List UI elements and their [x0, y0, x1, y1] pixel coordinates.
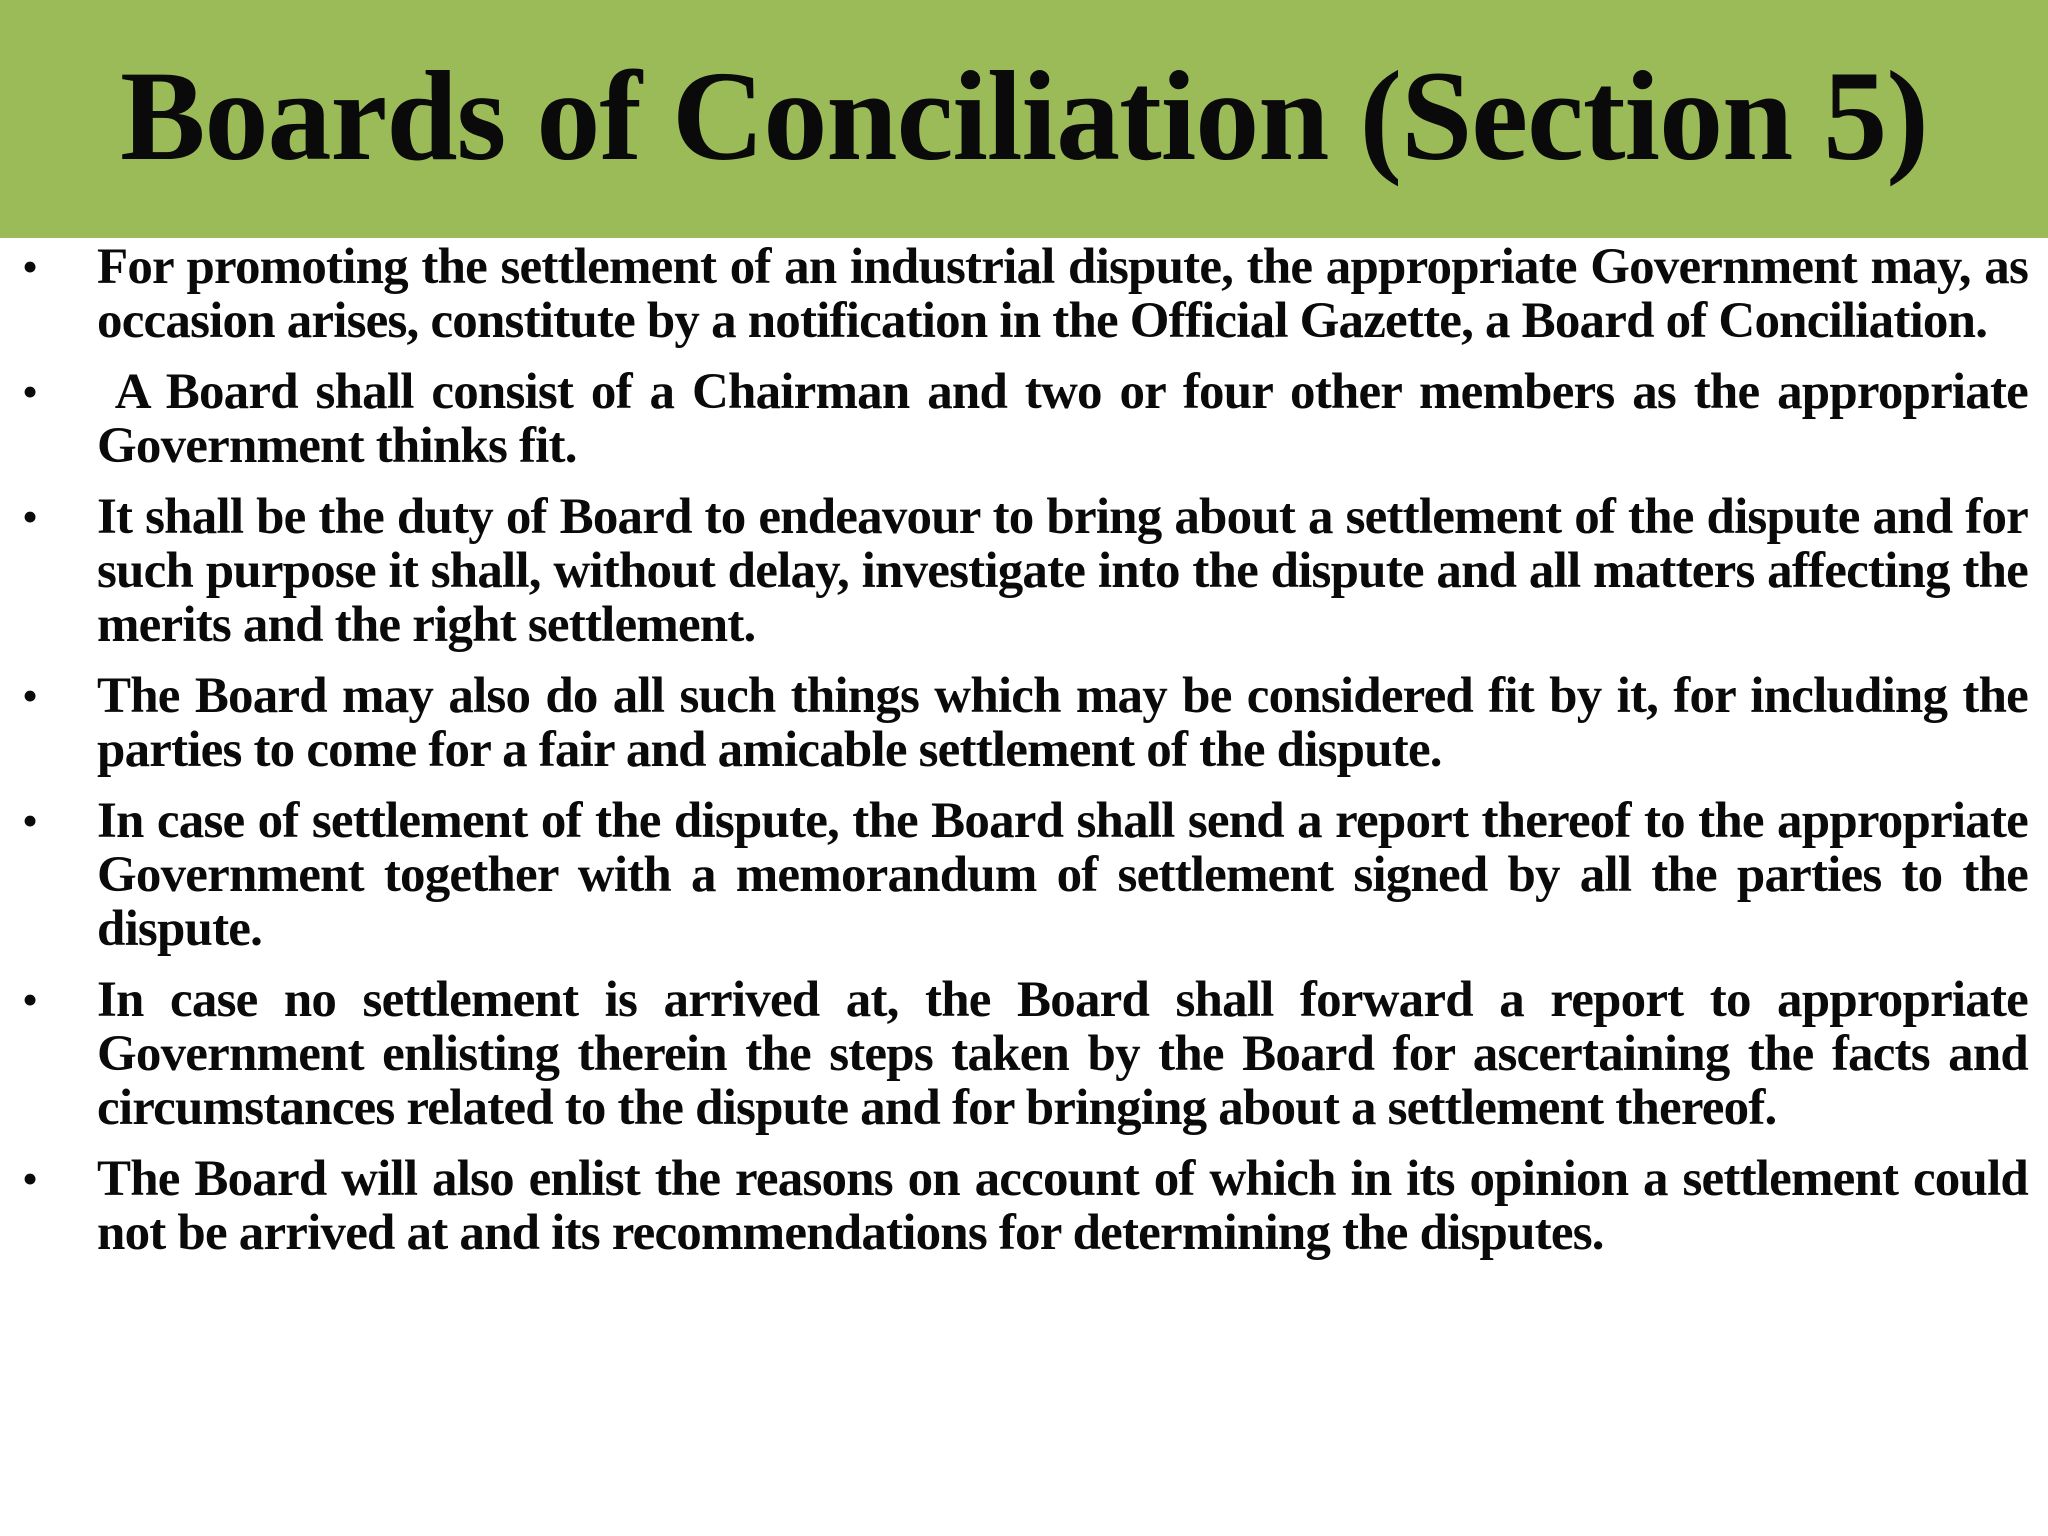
bullet-icon: •: [22, 670, 39, 721]
bullet-text: In case of settlement of the dispute, the Board shall send a report thereof to the appropriate Government together with a memorandum of settlement signed by all the parties to the dispute.: [97, 793, 2028, 957]
bullet-icon: •: [22, 241, 39, 292]
bullet-text: The Board may also do all such things which may be considered fit by it, for including the parties to come for a fair and amicable settlement of the dispute.: [97, 668, 2028, 778]
list-item: [0, 365, 2048, 473]
bullet-list: [0, 240, 2048, 1277]
bullet-text: A Board shall consist of a Chairman and two or four other members as the appropriate Government thinks fit.: [97, 364, 2040, 474]
bullet-icon: •: [22, 491, 39, 542]
list-item: [0, 490, 2048, 652]
bullet-text: The Board will also enlist the reasons on account of which in its opinion a settlement could not be arrived at and its recommendations for determining the disputes.: [97, 1151, 2028, 1261]
bullet-text: For promoting the settlement of an industrial dispute, the appropriate Government may, as occasion arises, constitute by a notification in the Official Gazette, a Board of Conciliation.: [97, 239, 2028, 349]
bullet-text: It shall be the duty of Board to endeavour to bring about a settlement of the dispute and for such purpose it shall, without delay, investigate into the dispute and all matters affecting the merits and the right settlement.: [97, 489, 2028, 653]
list-item: [0, 794, 2048, 956]
title-band: [0, 0, 2048, 238]
list-item: [0, 973, 2048, 1135]
slide-title: Boards of Conciliation (Section 5): [120, 45, 1928, 187]
list-item: [0, 669, 2048, 777]
list-item: [0, 1152, 2048, 1260]
bullet-icon: •: [22, 1153, 39, 1204]
bullet-icon: •: [22, 795, 39, 846]
bullet-text: In case no settlement is arrived at, the Board shall forward a report to appropriate Government enlisting therein the steps taken by the Board for ascertaining the facts and circumstances related to the dispute and for bringing about a settlement thereof.: [97, 972, 2028, 1136]
bullet-icon: •: [22, 974, 39, 1025]
bullet-icon: •: [22, 366, 39, 417]
list-item: [0, 240, 2048, 348]
